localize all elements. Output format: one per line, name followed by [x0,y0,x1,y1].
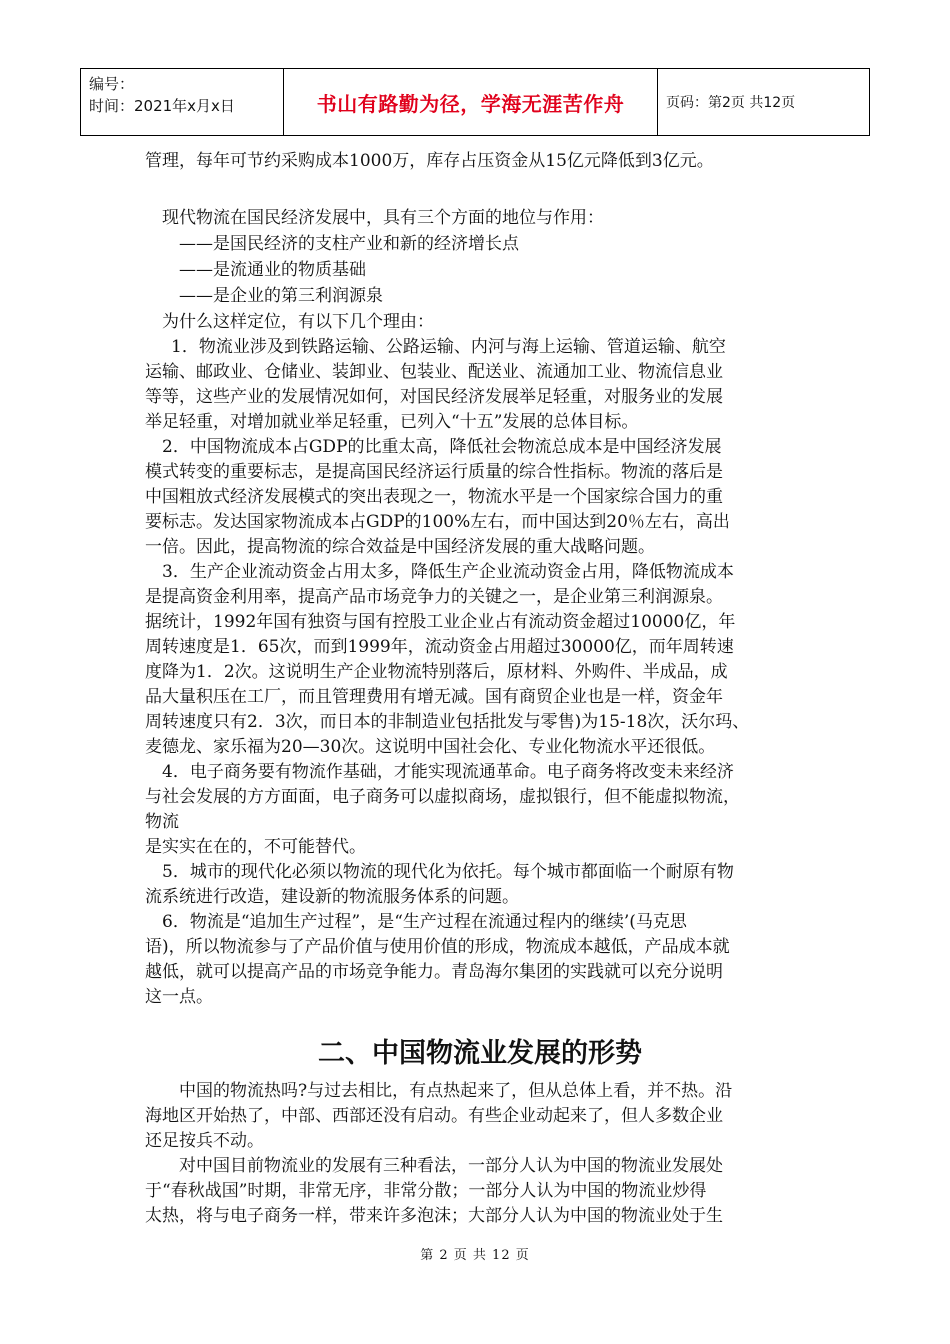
body-line: 1．物流业涉及到铁路运输、公路运输、内河与海上运输、管道运输、航空 [171,337,726,357]
body-line: 是实实在在的，不可能替代。 [145,837,366,857]
body-line: 太热，将与电子商务一样，带来许多泡沫；大部分人认为中国的物流业处于生 [145,1206,723,1226]
body-line: 4．电子商务要有物流作基础，才能实现流通革命。电子商务将改变未来经济 [162,762,734,782]
body-line: 海地区开始热了，中部、西部还没有启动。有些企业动起来了，但人多数企业 [145,1106,723,1126]
body-line: 这一点。 [145,987,213,1007]
body-line: 运输、邮政业、仓储业、装卸业、包装业、配送业、流通加工业、物流信息业 [145,362,723,382]
header-motto: 书山有路勤为径，学海无涯苦作舟 [284,69,658,135]
section-heading: 二、中国物流业发展的形势 [318,1038,642,1069]
body-line: ——是流通业的物质基础 [179,260,366,280]
header-time: 时间：2021年x月x日 [89,97,235,115]
body-line: 2．中国物流成本占GDP的比重太高，降低社会物流总成本是中国经济发展 [162,437,722,457]
body-line: 越低，就可以提高产品的市场竞争能力。青岛海尔集团的实践就可以充分说明 [145,962,723,982]
body-line: 语)，所以物流参与了产品价值与使用价值的形成，物流成本越低，产品成本就 [145,937,730,957]
body-line: 还足按兵不动。 [145,1131,264,1151]
body-line: 为什么这样定位，有以下几个理由： [162,312,434,332]
body-line: 与社会发展的方方面面，电子商务可以虚拟商场，虚拟银行，但不能虚拟物流， [145,787,740,807]
body-line: 品大量积压在工厂，而且管理费用有增无减。国有商贸企业也是一样，资金年 [145,687,723,707]
body-line: 一倍。因此，提高物流的综合效益是中国经济发展的重大战略问题。 [145,537,655,557]
body-line: 6．物流是“追加生产过程”，是“生产过程在流通过程内的继续’(马克思 [162,912,687,932]
body-line: 要标志。发达国家物流成本占GDP的100%左右，而中国达到20％左右，高出 [145,512,730,532]
document-header [80,68,870,136]
body-line: 现代物流在国民经济发展中，具有三个方面的地位与作用： [162,208,604,228]
body-line: 物流 [145,812,179,832]
body-line: 据统计，1992年国有独资与国有控股工业企业占有流动资金超过10000亿，年 [145,612,736,632]
body-line: 是提高资金利用率，提高产品市场竞争力的关键之一，是企业第三利润源泉。 [145,587,723,607]
body-line: 度降为1．2次。这说明生产企业物流特别落后，原材料、外购件、半成品，成 [145,662,728,682]
body-line: 管理，每年可节约采购成本1000万，库存占压资金从15亿元降低到3亿元。 [145,151,714,171]
header-number: 编号： [89,75,135,93]
body-line: ——是国民经济的支柱产业和新的经济增长点 [179,234,519,254]
body-line: 中国的物流热吗?与过去相比，有点热起来了，但从总体上看，并不热。沿 [179,1081,733,1101]
body-line: 等等，这些产业的发展情况如何，对国民经济发展举足轻重，对服务业的发展 [145,387,723,407]
body-line: 3．生产企业流动资金占用太多，降低生产企业流动资金占用，降低物流成本 [162,562,734,582]
body-line: 流系统进行改造，建设新的物流服务体系的问题。 [145,887,519,907]
page-footer: 第 2 页 共 12 页 [420,1248,530,1263]
body-line: 周转速度是1．65次，而到1999年，流动资金占用超过30000亿，而年周转速 [145,637,734,657]
body-line: 模式转变的重要标志，是提高国民经济运行质量的综合性指标。物流的落后是 [145,462,723,482]
body-line: 对中国目前物流业的发展有三种看法，一部分人认为中国的物流业发展处 [179,1156,723,1176]
body-line: 5．城市的现代化必须以物流的现代化为依托。每个城市都面临一个耐原有物 [162,862,734,882]
body-line: 举足轻重，对增加就业举足轻重，已列入“十五”发展的总体目标。 [145,412,639,432]
body-line: 麦德龙、家乐福为20—30次。这说明中国社会化、专业化物流水平还很低。 [145,737,716,757]
header-meta [81,69,284,135]
header-page-info: 页码：第2页 共12页 [666,95,796,111]
body-line: 于“春秋战国”时期，非常无序，非常分散；一部分人认为中国的物流业炒得 [145,1181,707,1201]
body-line: 周转速度只有2．3次，而日本的非制造业包括批发与零售)为15-18次，沃尔玛、 [145,712,750,732]
body-line: ——是企业的第三利润源泉 [179,286,383,306]
body-line: 中国粗放式经济发展模式的突出表现之一，物流水平是一个国家综合国力的重 [145,487,723,507]
